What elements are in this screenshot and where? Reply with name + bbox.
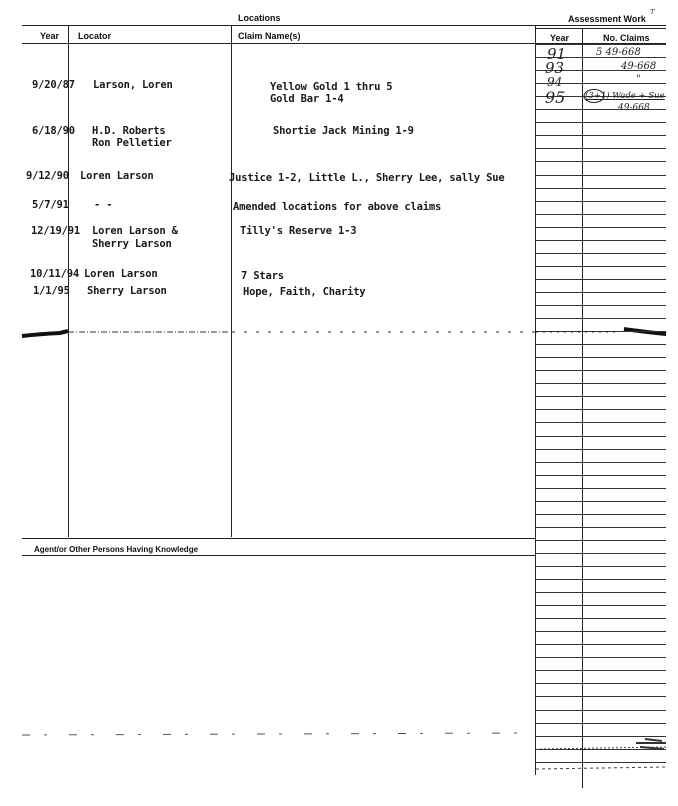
row-claim-name: Tilly's Reserve 1-3: [240, 225, 357, 237]
row-date: 5/7/91: [32, 199, 69, 211]
row-claim-name: 7 Stars: [241, 270, 284, 282]
aw-year-column-header: Year: [550, 33, 570, 43]
row-claim-name-line2: Gold Bar 1-4: [270, 93, 344, 105]
assessment-rule-line: [536, 553, 666, 554]
assessment-rule-line: [536, 240, 666, 241]
row-locator: Sherry Larson: [87, 285, 167, 297]
assessment-rule-line: [536, 331, 666, 332]
aw-claims-entry: ": [636, 74, 641, 85]
aw-year-entry: 95: [545, 88, 566, 107]
row-date: 10/11/94: [30, 268, 79, 280]
assessment-rule-line: [536, 214, 666, 215]
row-claim-name: Hope, Faith, Charity: [243, 286, 366, 298]
assessment-rule-line: [536, 135, 666, 136]
assessment-rule-line: [536, 710, 666, 711]
agent-section-top-rule: [22, 538, 536, 539]
row-claim-name: Justice 1-2, Little L., Sherry Lee, sally Sue: [229, 172, 505, 184]
assessment-rule-line: [536, 396, 666, 397]
claims-aw-divider: [535, 25, 536, 775]
row-locator: H.D. Roberts: [92, 125, 166, 137]
row-locator: Loren Larson &: [92, 225, 178, 237]
assessment-rule-line: [536, 670, 666, 671]
row-locator: Larson, Loren: [93, 79, 173, 91]
assessment-rule-line: [536, 161, 666, 162]
row-claim-name: Amended locations for above claims: [233, 201, 442, 213]
agent-section-header-rule: [22, 555, 536, 556]
assessment-rule-line: [536, 409, 666, 410]
assessment-rule-line: [536, 605, 666, 606]
year-column-header: Year: [40, 31, 60, 41]
assessment-rule-line: [536, 266, 666, 267]
no-claims-column-header: No. Claims: [603, 33, 650, 43]
locator-claim-divider: [231, 25, 232, 537]
row-date: 6/18/90: [32, 125, 75, 137]
row-date: 9/20/87: [32, 79, 75, 91]
assessment-rule-line: [536, 683, 666, 684]
assessment-rule-line: [536, 188, 666, 189]
aw-claims-entry-line2: 49-668: [618, 103, 650, 113]
assessment-rule-line: [536, 579, 666, 580]
assessment-rule-line: [536, 540, 666, 541]
assessment-rule-line: [536, 657, 666, 658]
aw-claims-entry: 49-668: [621, 61, 657, 72]
aw-header-rule: [536, 28, 666, 29]
assessment-rule-line: [536, 344, 666, 345]
locations-header: Locations: [238, 13, 281, 23]
assessment-rule-line: [536, 488, 666, 489]
assessment-rule-line: [536, 449, 666, 450]
claim-names-column-header: Claim Name(s): [238, 31, 301, 41]
marker-strikeline: [0, 324, 678, 344]
assessment-rule-line: [536, 175, 666, 176]
row-claim-name: Shortie Jack Mining 1-9: [273, 125, 414, 137]
assessment-rule-line: [536, 514, 666, 515]
aw-year-entry: 94: [547, 75, 563, 89]
assessment-rule-line: [536, 527, 666, 528]
assessment-rule-line: [536, 383, 666, 384]
row-locator: Loren Larson: [84, 268, 158, 280]
assessment-rule-line: [536, 227, 666, 228]
row-claim-name: Yellow Gold 1 thru 5: [270, 81, 393, 93]
assessment-rule-line: [536, 723, 666, 724]
row-locator: Loren Larson: [80, 170, 154, 182]
assessment-rule-line: [536, 566, 666, 567]
assessment-rule-line: [536, 422, 666, 423]
assessment-work-header: Assessment Work: [568, 14, 646, 24]
assessment-rule-line: [536, 736, 666, 737]
assessment-rule-line: [536, 631, 666, 632]
row-locator-line2: Sherry Larson: [92, 238, 172, 250]
agent-section-header: Agent/or Other Persons Having Knowledge: [34, 545, 199, 554]
assessment-rule-line: [536, 305, 666, 306]
assessment-rule-line: [536, 618, 666, 619]
assessment-rule-line: [536, 592, 666, 593]
assessment-rule-line: [536, 696, 666, 697]
assessment-rule-line: [536, 292, 666, 293]
aw-claims-entry: 5 49-668: [596, 47, 641, 58]
assessment-rule-line: [536, 475, 666, 476]
aw-year-entry: 93: [545, 59, 565, 77]
assessment-rule-line: [536, 201, 666, 202]
row-date: 1/1/95: [33, 285, 70, 297]
circled-mark: [582, 88, 612, 104]
row-date: 12/19/91: [31, 225, 80, 237]
assessment-rule-line: [536, 279, 666, 280]
assessment-rule-line: [536, 762, 666, 763]
header-top-rule: [22, 25, 666, 26]
corner-mark: ᵀ: [650, 7, 655, 20]
assessment-rule-line: [536, 644, 666, 645]
row-date: 9/12/90: [26, 170, 69, 182]
assessment-rule-line: [536, 122, 666, 123]
row-locator: - -: [94, 199, 113, 211]
assessment-rule-line: [536, 357, 666, 358]
locator-column-header: Locator: [78, 31, 112, 41]
aw-year-claims-divider: [582, 28, 583, 788]
assessment-rule-line: [536, 253, 666, 254]
assessment-rule-line: [536, 749, 666, 750]
aw-claims-entry: (3+1) Wade + Sue: [585, 91, 665, 101]
assessment-rule-line: [536, 462, 666, 463]
aw-year-entry: 91: [547, 45, 567, 63]
assessment-rule-line: [536, 501, 666, 502]
assessment-rule-line: [536, 370, 666, 371]
year-locator-divider: [68, 25, 69, 537]
assessment-rule-line: [536, 436, 666, 437]
assessment-rule-line: [536, 318, 666, 319]
row-locator-line2: Ron Pelletier: [92, 137, 172, 149]
bottom-scan-noise: [0, 725, 678, 785]
assessment-rule-line: [536, 148, 666, 149]
